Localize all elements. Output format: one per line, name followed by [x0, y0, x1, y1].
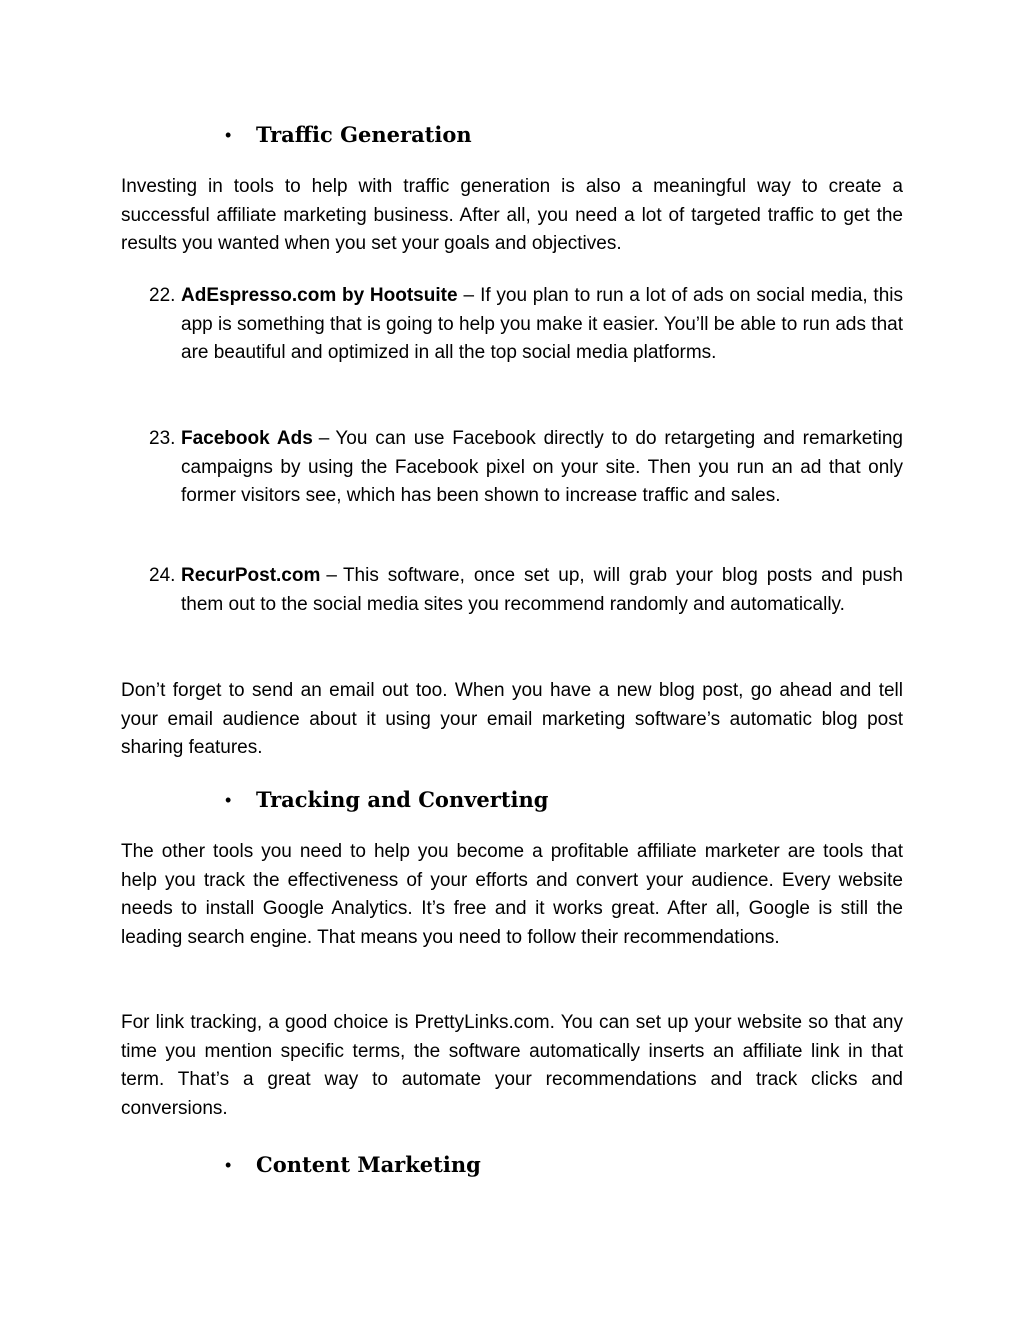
list-item-body: [181, 425, 903, 511]
list-item-number: 23.: [149, 428, 176, 449]
list-item-body: [181, 562, 903, 619]
tracking-paragraph-2: For link tracking, a good choice is PrettyLinks.com. You can set up your website so that any time you mention specific terms, the software automatically inserts an affiliate link in that term. That’s a great way to automate your recommendations and track clicks and conversions.: [121, 1012, 903, 1119]
list-item-number: 22.: [149, 285, 176, 306]
dash-separator: –: [463, 285, 475, 306]
heading-text: Tracking and Converting: [256, 787, 549, 812]
bullet-icon: •: [225, 790, 232, 810]
dash-separator: –: [326, 565, 337, 586]
list-item-adespresso: [149, 282, 903, 368]
dash-separator: –: [318, 428, 330, 449]
tool-description: This software, once set up, will grab your blog posts and push them out to the social media sites you recommend randomly and automatically.: [181, 565, 903, 615]
traffic-outro-paragraph: Don’t forget to send an email out too. When you have a new blog post, go ahead and tell your email audience about it using your email marketing software’s automatic blog post sharing features.: [121, 680, 903, 759]
list-item-facebook-ads: [149, 425, 903, 511]
tool-name: AdEspresso.com by Hootsuite: [181, 285, 458, 306]
tool-name: Facebook Ads: [181, 428, 313, 449]
heading-text: Content Marketing: [256, 1152, 481, 1177]
list-item-body: [181, 282, 903, 368]
tracking-paragraph-1: The other tools you need to help you become a profitable affiliate marketer are tools that help you track the effectiveness of your efforts and convert your audience. Every website needs to install Google Analytics. It’s free and it works great. After all, Google is still the leading search engine. That means you need to follow their recommendations.: [121, 841, 903, 948]
bullet-icon: •: [225, 1155, 232, 1175]
tool-name: RecurPost.com: [181, 565, 321, 586]
section-heading-traffic-generation: [225, 121, 472, 149]
bullet-icon: •: [225, 125, 232, 145]
traffic-intro-paragraph: Investing in tools to help with traffic generation is also a meaningful way to create a successful affiliate marketing business. After all, you need a lot of targeted traffic to get the results you wanted when you set your goals and objectives.: [121, 176, 903, 255]
section-heading-tracking-and-converting: [225, 786, 548, 814]
list-item-number: 24.: [149, 565, 176, 586]
section-heading-content-marketing: [225, 1151, 481, 1179]
tool-description: If you plan to run a lot of ads on social media, this app is something that is going to help you make it easier. You’ll be able to run ads that are beautiful and optimized in all the top social media platforms.: [181, 285, 903, 364]
list-item-recurpost: [149, 562, 903, 619]
tool-description: You can use Facebook directly to do retargeting and remarketing campaigns by using the Facebook pixel on your site. Then you run an ad that only former visitors see, which has been shown to increase traffic and sales.: [181, 428, 903, 507]
heading-text: Traffic Generation: [256, 122, 472, 147]
